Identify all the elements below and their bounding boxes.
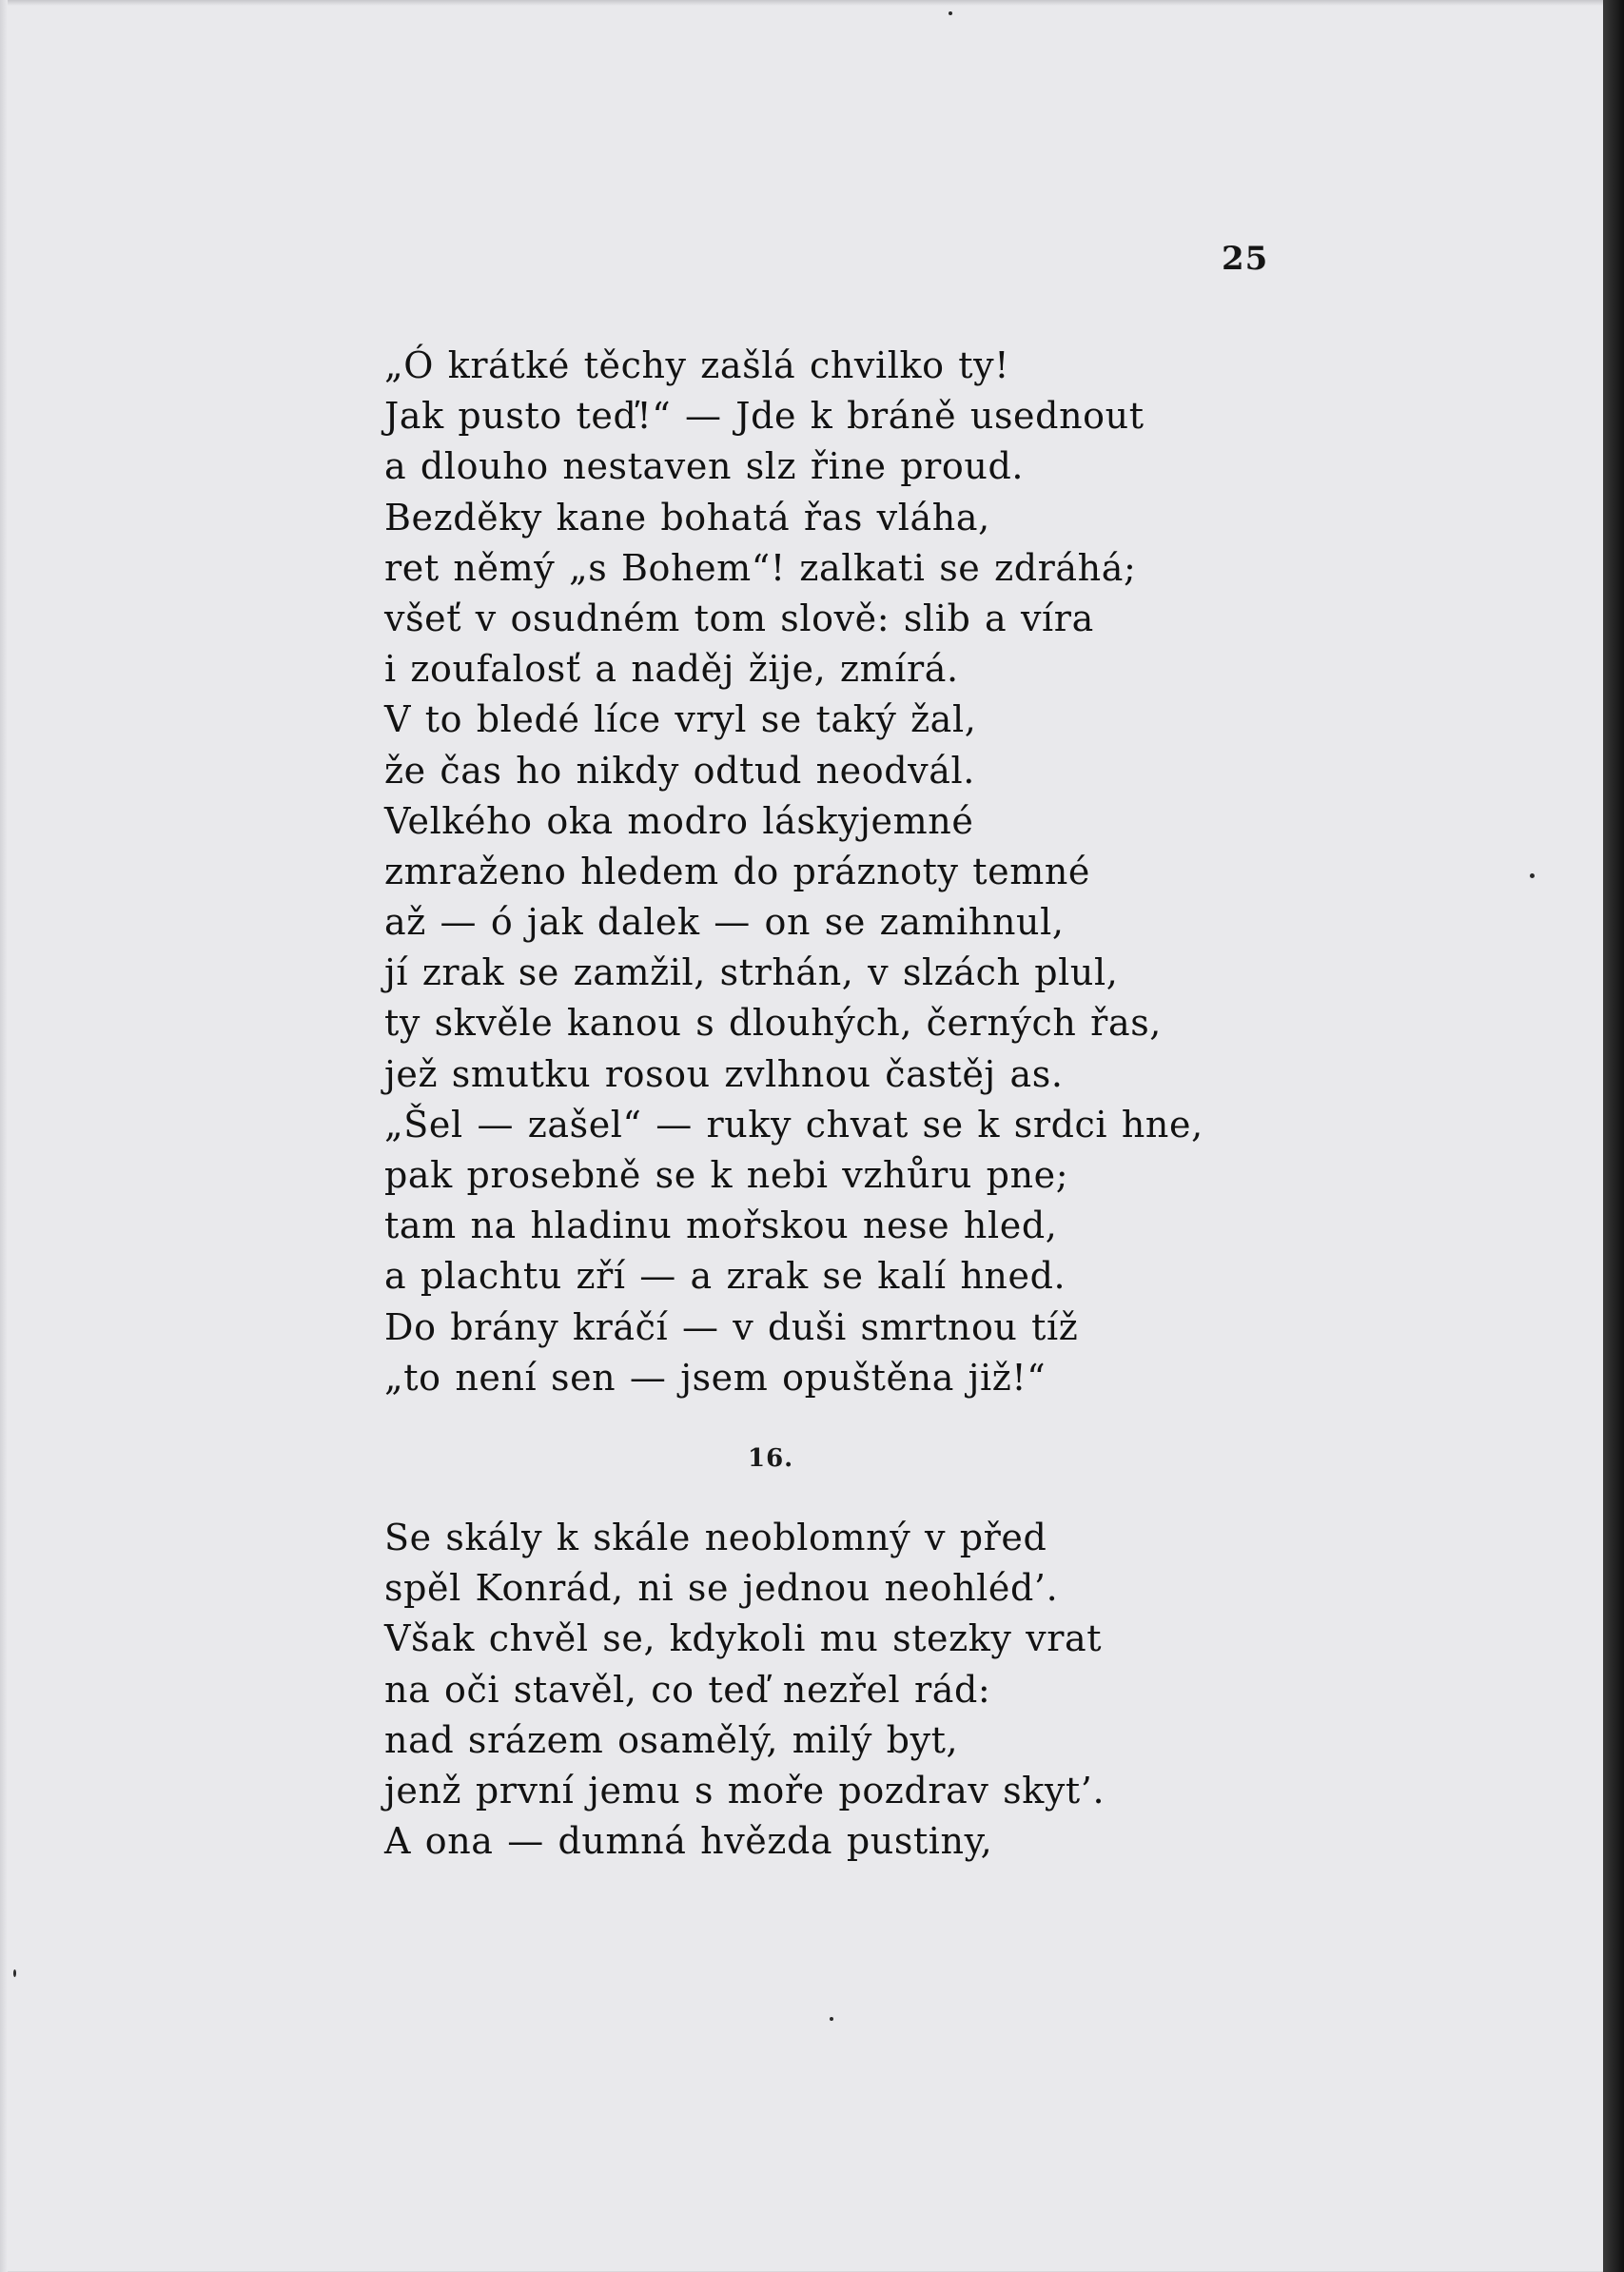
poem-line: až — ó jak dalek — on se zamihnul, xyxy=(384,901,1065,944)
page-number: 25 xyxy=(1222,240,1269,278)
poem-line: V to bledé líce vryl se taký žal, xyxy=(384,698,977,741)
poem-line: nad srázem osamělý, milý byt, xyxy=(384,1718,959,1761)
poem-line: Se skály k skále neoblomný v před xyxy=(384,1517,1047,1558)
poem-line: a dlouho nestaven slz řine proud. xyxy=(384,445,1025,488)
section-number: 16. xyxy=(748,1444,794,1473)
poem-line: Bezděky kane bohatá řas vláha, xyxy=(384,496,990,539)
poem-line: jenž první jemu s moře pozdrav skyt’. xyxy=(384,1769,1105,1812)
poem-line: tam na hladinu mořskou nese hled, xyxy=(384,1205,1058,1247)
paper-speck xyxy=(13,1969,16,1977)
paper-speck xyxy=(949,11,952,15)
page-left-edge xyxy=(0,0,8,2272)
poem-line: i zoufalosť a naděj žije, zmírá. xyxy=(384,648,959,691)
poem-line: na oči stavěl, co teď nezřel rád: xyxy=(384,1668,991,1711)
poem-line: Do brány kráčí — v duši smrtnou tíž xyxy=(384,1305,1079,1348)
poem-line: jí zrak se zamžil, strhán, v slzách plul, xyxy=(384,951,1119,994)
poem-line: Však chvěl se, kdykoli mu stezky vrat xyxy=(384,1617,1103,1660)
page-top-edge xyxy=(0,0,1606,6)
poem-line: všeť v osudném tom slově: slib a víra xyxy=(384,597,1094,639)
poem-line: pak prosebně se k nebi vzhůru pne; xyxy=(384,1154,1069,1196)
poem-line: ty skvěle kanou s dlouhých, černých řas, xyxy=(384,1002,1162,1045)
poem-line: ret němý „s Bohem“! zalkati se zdráhá; xyxy=(384,546,1137,589)
poem-stanza-2 xyxy=(384,1513,1105,1867)
poem-line: A ona — dumná hvězda pustiny, xyxy=(384,1820,993,1863)
poem-line: „Ó krátké těchy zašlá chvilko ty! xyxy=(384,344,1010,386)
poem-line: „Šel — zašel“ — ruky chvat se k srdci hne, xyxy=(384,1103,1203,1146)
poem-line: Velkého oka modro láskyjemné xyxy=(384,799,974,842)
poem-line: jež smutku rosou zvlhnou častěj as. xyxy=(384,1052,1064,1095)
poem-line: že čas ho nikdy odtud neodvál. xyxy=(384,749,975,792)
poem-stanza-1 xyxy=(384,341,1203,1403)
page-binding-edge xyxy=(1603,0,1624,2272)
poem-line: a plachtu zří — a zrak se kalí hned. xyxy=(384,1255,1066,1298)
poem-line: „to není sen — jsem opuštěna již!“ xyxy=(384,1356,1047,1399)
poem-line: spěl Konrád, ni se jednou neohléd’. xyxy=(384,1567,1059,1610)
paper-speck xyxy=(830,2017,833,2021)
paper-speck xyxy=(1530,873,1535,878)
poem-line: zmraženo hledem do práznoty temné xyxy=(384,850,1091,892)
poem-line: Jak pusto teď!“ — Jde k bráně usednout xyxy=(384,395,1145,438)
